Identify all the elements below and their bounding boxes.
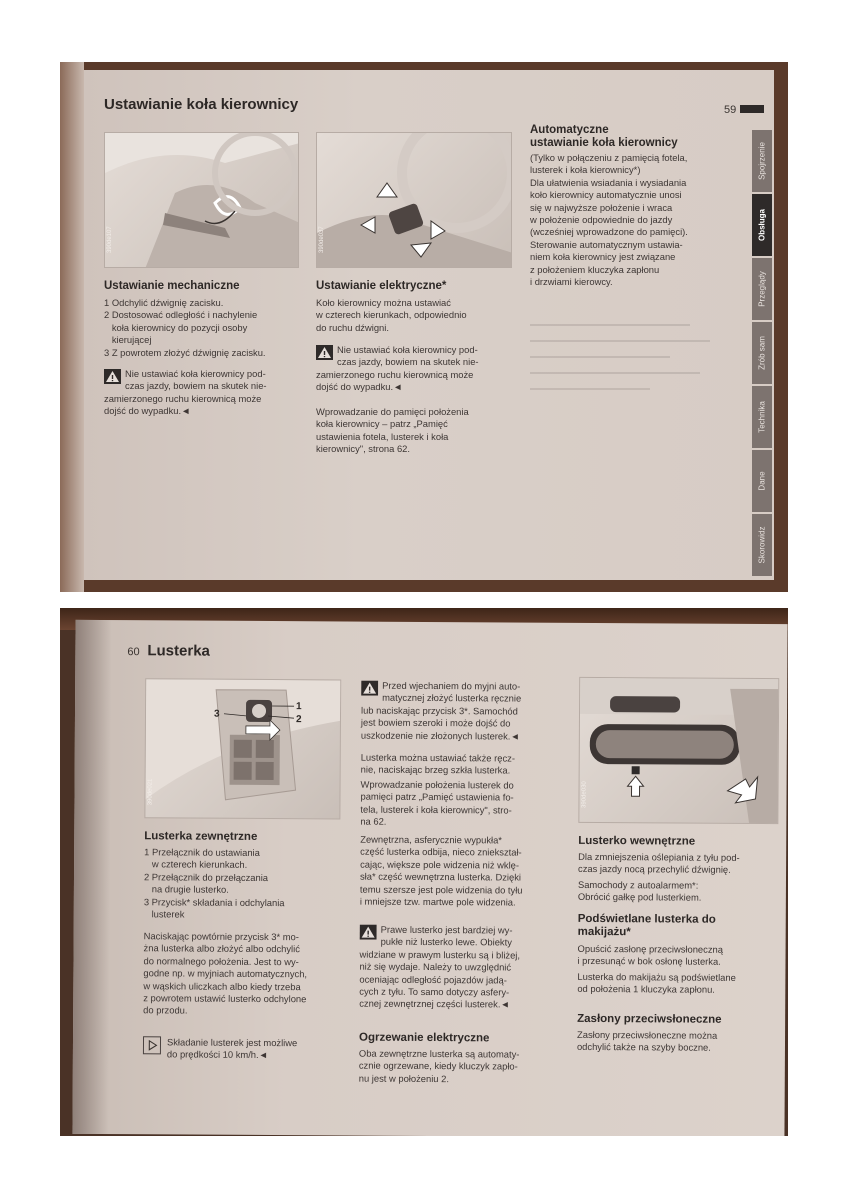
step-line: 1 Odchylić dźwignię zacisku.	[104, 297, 224, 308]
body-line: na 62.	[360, 815, 387, 827]
heading-line: Podświetlane lusterka do	[577, 912, 716, 926]
tab-obsluga: Obsługa	[752, 194, 772, 256]
tab-technika: Technika	[752, 386, 772, 448]
body-line: Lusterka do makijażu są podświetlane	[577, 970, 736, 983]
body-line: Koło kierownicy można ustawiać	[316, 297, 451, 308]
body-line: do przodu.	[143, 1004, 188, 1016]
tab-spojrzenie: Spojrzenie	[752, 130, 772, 192]
body-line: cając, większe pole widzenia niż wklę-	[360, 858, 520, 871]
page-60	[72, 620, 787, 1136]
warning-triangle-icon	[316, 345, 333, 360]
figure-code: 390de037	[319, 226, 325, 253]
warning-triangle-icon	[361, 681, 378, 696]
body-line: do ruchu dźwigni.	[316, 321, 389, 333]
warning-line: matycznej złożyć lusterka ręcznie	[382, 692, 522, 704]
step-line: 3 Przycisk* składania i odchylania	[143, 895, 285, 908]
heading-outside-mirrors: Lusterka zewnętrzne	[144, 830, 258, 843]
warning-line: Nie ustawiać koła kierownicy pod-	[125, 368, 266, 379]
manual-adjust-text	[361, 752, 571, 778]
warning-line: Nie ustawiać koła kierownicy pod-	[337, 344, 478, 355]
body-line: do normalnego położenia. Jest to wy-	[143, 955, 299, 968]
warning-triangle-icon	[104, 369, 121, 384]
body-line: w czterech kierunkach, odpowiednio	[316, 309, 467, 321]
figure-code: 390de107	[107, 226, 113, 253]
interior-mirror-figure	[578, 677, 779, 824]
vanity-text-2	[577, 971, 783, 997]
warning-line: oceniając odległość pojazdów jadą-	[359, 973, 507, 986]
warning-line: zamierzonego ruchu kierownicą może	[104, 392, 262, 404]
note-line: Składanie lusterek jest możliwe	[166, 1036, 298, 1049]
step-line: kierującej	[104, 334, 152, 346]
step-line: w czterech kierunkach.	[144, 858, 248, 871]
body-line: godne np. w myjniach automatycznych,	[143, 967, 308, 980]
vanity-text-1	[577, 943, 783, 969]
body-line: niem koła kierownicy jest związane	[530, 251, 676, 263]
binding-shadow	[72, 620, 111, 1134]
memory-reference	[316, 406, 526, 456]
steering-adjust-switch-illustration	[317, 133, 512, 268]
body-line: żna lusterka albo złożyć albo odchylić	[143, 942, 300, 955]
warning-line: lub naciskając przycisk 3*. Samochód	[360, 704, 518, 717]
alarm-text	[578, 879, 784, 905]
electric-body	[316, 297, 526, 334]
warning-line: Przed wjechaniem do myjni auto-	[382, 679, 521, 692]
body-line: Oba zewnętrzne lusterka są automaty-	[358, 1047, 520, 1060]
automatic-body	[530, 152, 740, 288]
page-number: 60	[127, 646, 140, 659]
steering-lever-figure	[104, 132, 299, 268]
memory-line: Wprowadzanie do pamięci położenia	[316, 406, 469, 417]
page-title: Lusterka	[147, 642, 210, 660]
callout-2: 2	[295, 714, 302, 726]
body-line: odchylić także na szyby boczne.	[576, 1041, 711, 1054]
aspheric-text	[360, 834, 570, 910]
figure-code: 390de021	[147, 778, 154, 806]
heading-inside-mirror: Lusterko wewnętrzne	[578, 834, 696, 848]
body-line: Zewnętrzna, asferycznie wypukła*	[360, 833, 503, 846]
tab-przeglady: Przeglądy	[752, 258, 772, 320]
body-line: pamięci patrz „Pamięć ustawienia fo-	[360, 790, 514, 803]
bottom-page-photo	[60, 608, 788, 1136]
heading-line: ustawianie koła kierownicy	[530, 137, 678, 149]
steering-column-illustration	[105, 133, 299, 268]
electric-steering-figure	[316, 132, 512, 268]
body-line: sła* część wewnętrzna lusterka. Dzięki	[359, 870, 522, 883]
heading-heating: Ogrzewanie elektryczne	[358, 1031, 490, 1045]
body-line: nu jest w położeniu 2.	[358, 1072, 449, 1084]
memory-reference	[360, 779, 570, 830]
figure-code: 390de030	[581, 781, 588, 808]
callout-3: 3	[213, 708, 220, 720]
heading-vanity-mirrors	[578, 913, 716, 940]
outside-mirror-body	[143, 930, 354, 1018]
warning-car-wash	[361, 680, 571, 743]
body-line: część lusterka odbija, nieco zniekształ-	[360, 845, 522, 858]
warning-line: dojść do wypadku.◄	[104, 405, 191, 417]
page-59	[84, 70, 774, 580]
warning-mechanical	[104, 368, 314, 418]
mirror-switch-figure	[144, 678, 341, 819]
body-line: Samochody z autoalarmem*:	[577, 878, 699, 891]
body-line: w wąskich uliczkach albo kiedy trzeba	[143, 979, 301, 992]
body-line: nie, naciskając brzeg szkła lusterka.	[360, 763, 511, 776]
mechanical-steps	[104, 297, 314, 359]
body-line: temu szersze jest pole widzenia do tyłu	[359, 883, 523, 896]
heading-line: Automatyczne	[530, 124, 609, 136]
warning-line: uszkodzenie nie złożonych lusterek.◄	[360, 729, 520, 742]
memory-line: koła kierownicy – patrz „Pamięć	[316, 418, 448, 430]
warning-line: czas jazdy, bowiem na skutek nie-	[337, 356, 479, 368]
step-line: koła kierownicy do pozycji osoby	[104, 321, 248, 333]
warning-line: widziane w prawym lusterku są i bliżej,	[359, 948, 521, 961]
heating-text	[359, 1048, 569, 1087]
tab-skorowidz: Skorowidz	[752, 514, 772, 576]
body-line: się w najwyższe położenie i wraca	[530, 201, 673, 213]
body-line: i drzwiami kierowcy.	[530, 276, 613, 288]
heading-automatic	[530, 124, 678, 150]
body-line: tela, lusterek i koła kierownicy", stro-	[360, 803, 512, 816]
body-line: (wcześniej wprowadzone do pamięci).	[530, 226, 688, 238]
note-line: do prędkości 10 km/h.◄	[166, 1048, 268, 1061]
step-line: 3 Z powrotem złożyć dźwignię zacisku.	[104, 346, 266, 358]
warning-line: zamierzonego ruchu kierownicą może	[316, 368, 474, 380]
step-line: 2 Przełącznik do przełączania	[143, 871, 269, 883]
memory-line: kierownicy", strona 62.	[316, 443, 410, 455]
tab-dane: Dane	[752, 450, 772, 512]
warning-line: Prawe lusterko jest bardziej wy-	[380, 923, 513, 936]
body-line: (Tylko w połączeniu z pamięcią fotela,	[530, 152, 688, 163]
warning-line: jest bowiem szeroki i może dojść do	[360, 716, 511, 729]
warning-line: pukłe niż lusterko lewe. Obiekty	[380, 936, 512, 948]
heading-electric: Ustawianie elektryczne*	[316, 280, 447, 292]
inside-mirror-text	[578, 851, 784, 877]
body-line: Opuścić zasłonę przeciwsłoneczną	[577, 942, 724, 955]
body-line: w położenie odpowiednie do jazdy	[530, 214, 673, 226]
warning-line: czas jazdy, bowiem na skutek nie-	[125, 380, 267, 392]
page-number: 59	[724, 104, 737, 116]
heading-line: makijażu*	[577, 925, 631, 939]
body-line: Dla zmniejszenia oślepiania z tyłu pod-	[578, 850, 740, 863]
body-line: i mniejsze tzw. martwe pole widzenia.	[359, 895, 516, 908]
top-page-photo	[60, 62, 788, 592]
previous-page-edge	[60, 62, 84, 592]
warning-electric	[316, 344, 526, 394]
bleed-through-text	[530, 310, 730, 510]
tab-zrob-sam: Zrób sam	[752, 322, 772, 384]
warning-triangle-icon	[360, 925, 377, 940]
callout-1: 1	[296, 701, 302, 713]
body-line: czas jazdy nocą przechylić dźwignię.	[578, 863, 731, 876]
step-line: lusterek	[143, 908, 185, 920]
body-line: Obrócić gałkę pod lusterkiem.	[577, 891, 702, 904]
body-line: Naciskając powtórnie przycisk 3* mo-	[143, 930, 299, 943]
body-line: Wprowadzanie położenia lusterek do	[360, 778, 514, 791]
step-line: 2 Dostosować odległość i nachylenie	[104, 309, 258, 321]
note-play-icon	[143, 1036, 161, 1054]
body-line: od położenia 1 kluczyka zapłonu.	[577, 983, 715, 996]
warning-line: dojść do wypadku.◄	[316, 381, 403, 393]
body-line: z powrotem ustawić lusterko odchylone	[143, 992, 307, 1005]
body-line: cznie ogrzewane, kiedy kluczyk zapło-	[358, 1059, 518, 1072]
body-line: koło kierownicy automatycznie unosi	[530, 189, 682, 201]
outside-mirror-steps	[144, 846, 354, 922]
mirror-control-illustration	[145, 679, 341, 819]
body-line: Zasłony przeciwsłoneczne można	[577, 1028, 718, 1041]
heading-mechanical: Ustawianie mechaniczne	[104, 280, 240, 292]
body-line: Sterowanie automatycznym ustawia-	[530, 238, 683, 250]
folding-note	[167, 1036, 357, 1062]
body-line: z położeniem kluczyka zapłonu	[530, 263, 660, 275]
body-line: i przesunąć w bok osłonę lusterka.	[577, 955, 721, 968]
memory-line: ustawienia fotela, lusterek i koła	[316, 430, 449, 442]
warning-line: cych z tyłu. To samo dotyczy asfery-	[359, 985, 510, 998]
body-line: Lusterka można ustawiać także ręcz-	[360, 751, 516, 764]
step-line: na drugie lusterko.	[143, 883, 229, 895]
heading-sun-visors: Zasłony przeciwsłoneczne	[577, 1012, 722, 1026]
body-line: Dla ułatwienia wsiadania i wysiadania	[530, 176, 687, 188]
sun-visor-text	[577, 1029, 783, 1055]
page-marker-bar	[740, 105, 764, 113]
warning-line: niż się wydaje. Należy to uwzględnić	[359, 960, 512, 973]
interior-mirror-illustration	[579, 678, 779, 824]
body-line: lusterek i koła kierownicy*)	[530, 164, 641, 176]
page-title: Ustawianie koła kierownicy	[104, 96, 299, 113]
warning-right-mirror	[359, 924, 570, 1012]
step-line: 1 Przełącznik do ustawiania	[144, 846, 260, 858]
warning-line: cznej zewnętrznej części lusterek.◄	[359, 998, 510, 1010]
